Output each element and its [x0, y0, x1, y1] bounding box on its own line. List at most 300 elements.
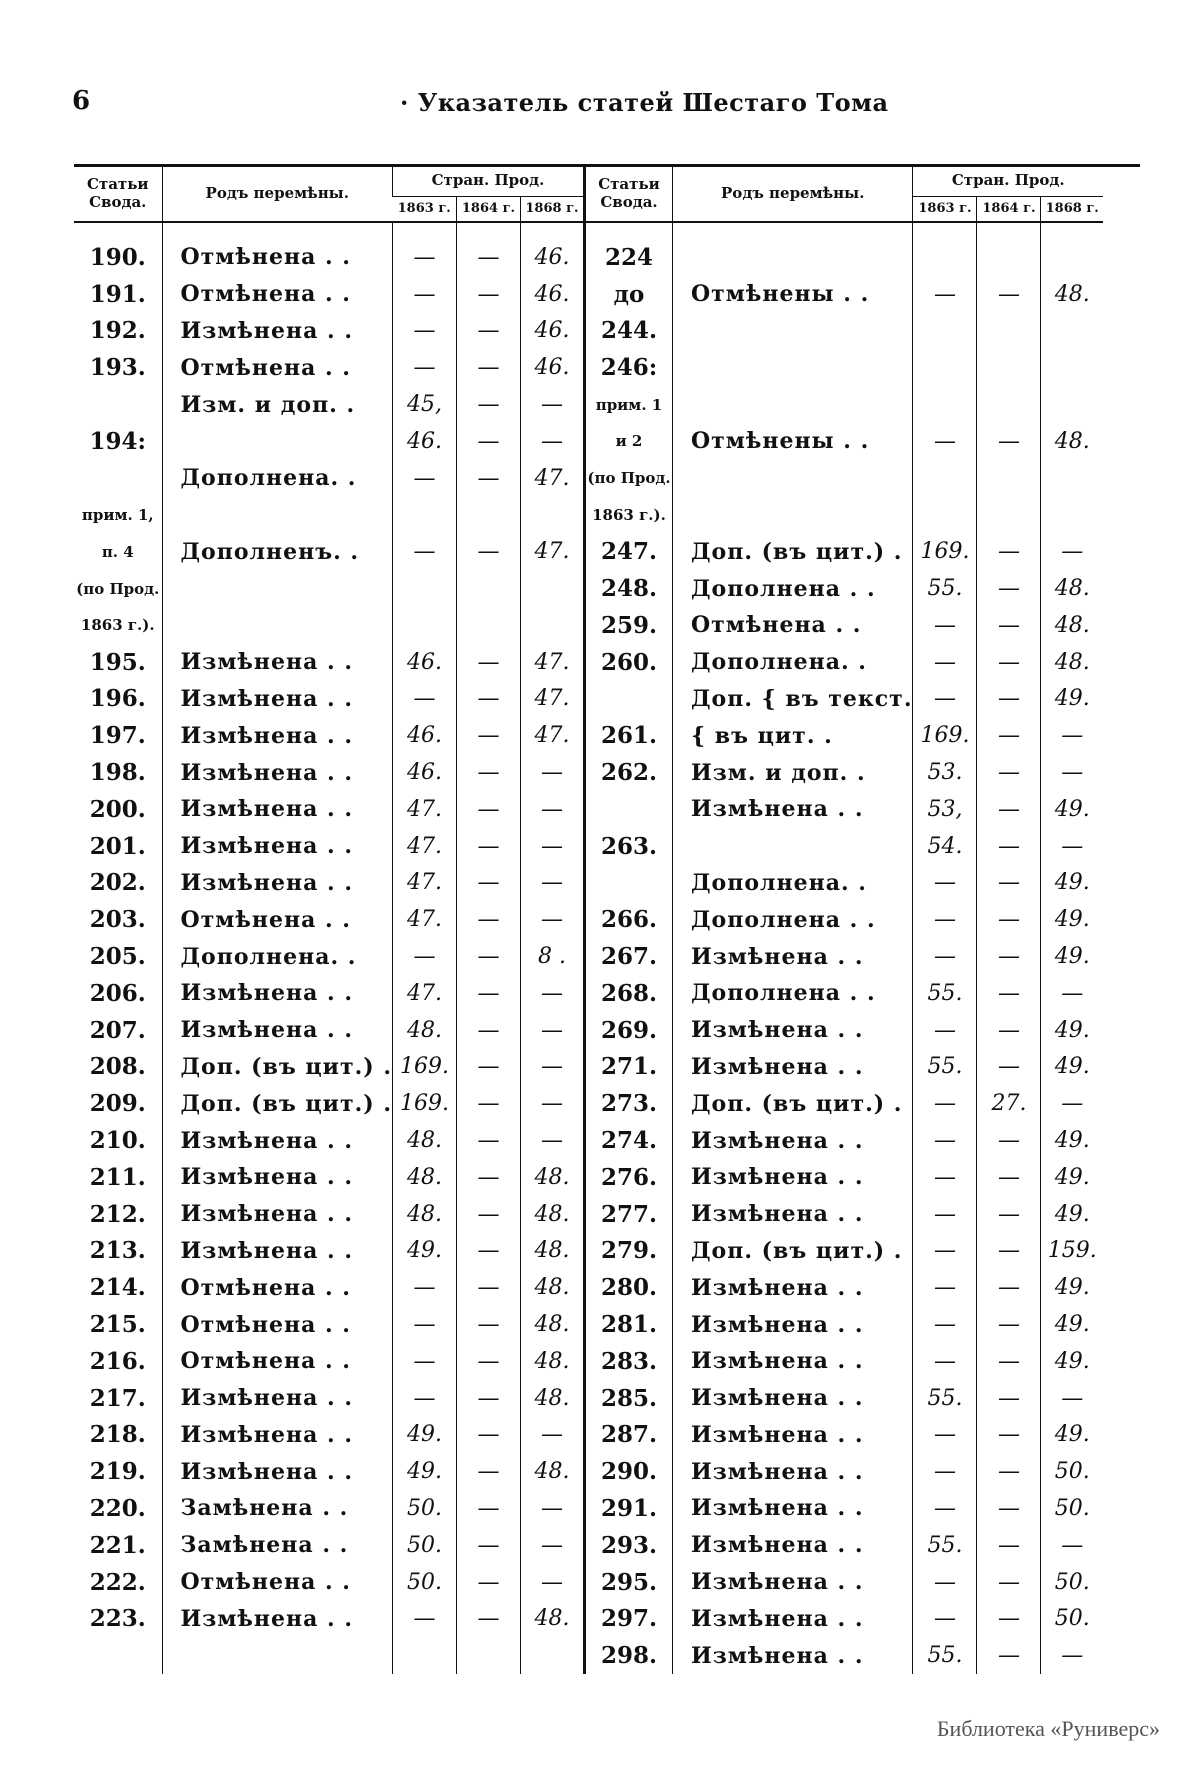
change-type: Дополнена . .	[672, 901, 913, 938]
page-ref: —	[392, 938, 456, 975]
change-type	[162, 423, 392, 460]
page-ref: 169.	[392, 1049, 456, 1086]
page-ref: —	[456, 791, 520, 828]
change-type: Измѣнена . .	[162, 1600, 392, 1637]
page-ref: 46.	[520, 239, 584, 276]
table-row	[74, 901, 1103, 938]
article-number: 260.	[584, 644, 672, 681]
page-ref: —	[913, 1159, 977, 1196]
change-type: Измѣнена . .	[162, 1012, 392, 1049]
page-ref	[1041, 349, 1103, 386]
change-type: Измѣнена . .	[672, 1417, 913, 1454]
page-ref	[913, 497, 977, 534]
page-ref: 48.	[1041, 276, 1103, 313]
header-year: 1863 г.	[913, 197, 977, 223]
page-ref: —	[456, 313, 520, 350]
page-ref	[1041, 460, 1103, 497]
table-body	[74, 222, 1103, 1674]
page-ref: —	[456, 1417, 520, 1454]
page-ref: —	[456, 423, 520, 460]
page-ref: —	[977, 1122, 1041, 1159]
page-ref	[456, 497, 520, 534]
change-type: Дополнена. .	[672, 865, 913, 902]
page-ref: —	[977, 1196, 1041, 1233]
page-ref: 48.	[1041, 570, 1103, 607]
article-number: 210.	[89, 1127, 146, 1155]
change-type	[672, 497, 913, 534]
page-ref: 53,	[913, 791, 977, 828]
page-ref: 55.	[913, 570, 977, 607]
page-ref: 47.	[520, 717, 584, 754]
page-ref: —	[977, 828, 1041, 865]
page-ref: 49.	[1041, 1122, 1103, 1159]
change-type: Измѣнена . .	[162, 791, 392, 828]
change-type: Дополнена. .	[162, 938, 392, 975]
page-ref: 27.	[977, 1085, 1041, 1122]
change-type: Измѣнена . .	[162, 1159, 392, 1196]
change-type: Отмѣнена . .	[162, 1269, 392, 1306]
page-ref: —	[392, 533, 456, 570]
page-ref: —	[913, 607, 977, 644]
change-type	[672, 828, 913, 865]
page-ref: 48.	[520, 1380, 584, 1417]
change-type: Дополнена. .	[162, 460, 392, 497]
table-row	[74, 1600, 1103, 1637]
page-ref: 49.	[1041, 1196, 1103, 1233]
change-type: Измѣнена . .	[672, 1527, 913, 1564]
page-ref: —	[456, 1527, 520, 1564]
page-ref: —	[977, 901, 1041, 938]
change-type: Измѣнена . .	[672, 1637, 913, 1674]
page-ref: 48.	[1041, 644, 1103, 681]
page-ref: —	[456, 1490, 520, 1527]
table-row	[74, 1306, 1103, 1343]
article-number: 190.	[89, 243, 146, 271]
table-row	[74, 644, 1103, 681]
change-type: Отмѣнена . .	[162, 1343, 392, 1380]
article-number: 192.	[89, 317, 146, 345]
page-ref: —	[392, 1306, 456, 1343]
article-number: 205.	[89, 943, 146, 971]
article-number: 248.	[584, 570, 672, 607]
article-number: 223.	[89, 1605, 146, 1633]
page-ref: 48.	[520, 1233, 584, 1270]
page-ref: —	[392, 460, 456, 497]
page-ref: —	[913, 1085, 977, 1122]
page-ref	[913, 239, 977, 276]
page-ref: 169.	[913, 717, 977, 754]
table-row	[74, 1527, 1103, 1564]
table-row	[74, 938, 1103, 975]
page-ref: —	[456, 1380, 520, 1417]
page-ref	[392, 607, 456, 644]
page-ref	[520, 570, 584, 607]
page-ref: 47.	[392, 791, 456, 828]
page-ref: —	[913, 938, 977, 975]
page-ref: 47.	[520, 681, 584, 718]
header-article: Статьи Свода.	[584, 166, 672, 222]
article-number: 247.	[584, 533, 672, 570]
table-row	[74, 1196, 1103, 1233]
page-ref	[913, 386, 977, 423]
change-type: Измѣнена . .	[672, 1453, 913, 1490]
page-ref: 46.	[392, 644, 456, 681]
change-type: Измѣнена . .	[162, 717, 392, 754]
page-ref: —	[913, 1233, 977, 1270]
page-ref: 46.	[520, 313, 584, 350]
article-number: 293.	[584, 1527, 672, 1564]
page-ref: —	[456, 1012, 520, 1049]
page-ref: —	[977, 1012, 1041, 1049]
page-ref: —	[520, 1490, 584, 1527]
change-type: Измѣнена . .	[672, 1012, 913, 1049]
page-ref	[392, 570, 456, 607]
page-ref: —	[977, 276, 1041, 313]
change-type: Измѣнена . .	[162, 828, 392, 865]
header-pages: Стран. Прод.	[913, 166, 1103, 197]
change-type: Замѣнена . .	[162, 1527, 392, 1564]
article-number: 203.	[89, 906, 146, 934]
page-ref: —	[977, 1453, 1041, 1490]
article-number: 283.	[584, 1343, 672, 1380]
page-ref: —	[913, 1490, 977, 1527]
page-ref: —	[520, 828, 584, 865]
page-ref: —	[392, 1343, 456, 1380]
change-type: Дополненъ. .	[162, 533, 392, 570]
page-ref: —	[913, 423, 977, 460]
change-type: Дополнена. .	[672, 644, 913, 681]
change-type: Измѣнена . .	[672, 938, 913, 975]
page-ref: —	[456, 1453, 520, 1490]
article-number	[584, 791, 672, 828]
page-ref: —	[913, 644, 977, 681]
change-type	[672, 460, 913, 497]
change-type: Отмѣнена . .	[162, 349, 392, 386]
page-ref: 47.	[520, 460, 584, 497]
page-ref	[1041, 239, 1103, 276]
article-number: 1863 г.).	[80, 616, 155, 635]
header-year: 1864 г.	[456, 197, 520, 223]
page-ref: —	[456, 533, 520, 570]
page-ref: 46.	[520, 349, 584, 386]
article-number: 273.	[584, 1085, 672, 1122]
page-ref: —	[520, 1417, 584, 1454]
page-ref: —	[977, 1159, 1041, 1196]
article-number: 211.	[89, 1163, 146, 1191]
article-number	[74, 460, 162, 497]
article-number: 197.	[89, 722, 146, 750]
page-ref	[913, 349, 977, 386]
page-ref: 169.	[913, 533, 977, 570]
page-ref: —	[456, 1564, 520, 1601]
page-ref: —	[913, 1269, 977, 1306]
article-number: 271.	[584, 1049, 672, 1086]
page-ref: 159.	[1041, 1233, 1103, 1270]
page-ref: 49.	[1041, 1269, 1103, 1306]
page-ref: —	[1041, 828, 1103, 865]
page-ref: —	[456, 460, 520, 497]
page-ref: —	[977, 865, 1041, 902]
page-ref: —	[1041, 717, 1103, 754]
page-ref: 48.	[520, 1306, 584, 1343]
page-ref: 47.	[392, 828, 456, 865]
page-ref: 49.	[1041, 681, 1103, 718]
table-row	[74, 607, 1103, 644]
page-ref	[1041, 313, 1103, 350]
article-number: 295.	[584, 1564, 672, 1601]
page-ref: —	[977, 570, 1041, 607]
change-type: Доп. (въ цит.) .	[672, 1085, 913, 1122]
change-type	[162, 1637, 392, 1674]
page-ref: —	[913, 1306, 977, 1343]
page-ref: 46.	[392, 423, 456, 460]
article-number: прим. 1,	[81, 505, 154, 524]
article-number	[74, 386, 162, 423]
change-type	[162, 570, 392, 607]
change-type: Измѣнена . .	[672, 1269, 913, 1306]
page-ref: —	[913, 1343, 977, 1380]
page-ref: —	[456, 938, 520, 975]
article-number: 213.	[89, 1237, 146, 1265]
table-row	[74, 1380, 1103, 1417]
article-number: 279.	[584, 1233, 672, 1270]
page-ref	[1041, 497, 1103, 534]
article-number: 208.	[89, 1053, 146, 1081]
page-ref: 55.	[913, 975, 977, 1012]
change-type: Доп. (въ цит.) .	[162, 1049, 392, 1086]
change-type: Измѣнена . .	[672, 1343, 913, 1380]
page-ref: —	[392, 276, 456, 313]
page-ref: —	[977, 717, 1041, 754]
change-type: Отмѣнена . .	[162, 276, 392, 313]
change-type: Измѣнена . .	[672, 1306, 913, 1343]
page-ref: 48.	[392, 1159, 456, 1196]
page-ref: 47.	[392, 901, 456, 938]
change-type	[162, 497, 392, 534]
change-type: Отмѣнена . .	[672, 607, 913, 644]
change-type: Дополнена . .	[672, 975, 913, 1012]
change-type: Измѣнена . .	[672, 1564, 913, 1601]
page-ref: —	[1041, 754, 1103, 791]
page-ref: —	[977, 1490, 1041, 1527]
page-ref: —	[520, 791, 584, 828]
change-type: Отмѣнена . .	[162, 239, 392, 276]
header-year: 1868 г.	[1041, 197, 1103, 223]
table-row	[74, 1417, 1103, 1454]
article-number: 277.	[584, 1196, 672, 1233]
page-ref: —	[1041, 1085, 1103, 1122]
page-ref: —	[913, 276, 977, 313]
page-ref: 49.	[392, 1233, 456, 1270]
page-ref: —	[977, 1343, 1041, 1380]
page-ref: 49.	[1041, 1012, 1103, 1049]
page-ref	[520, 1637, 584, 1674]
page-ref: 48.	[520, 1159, 584, 1196]
change-type: Дополнена . .	[672, 570, 913, 607]
page-ref: 46.	[520, 276, 584, 313]
page-ref: 48.	[392, 1196, 456, 1233]
change-type: Измѣнена . .	[162, 644, 392, 681]
page-ref	[913, 313, 977, 350]
table-row	[74, 828, 1103, 865]
page-ref: 47.	[392, 975, 456, 1012]
page-ref: 49.	[1041, 1343, 1103, 1380]
change-type: Доп. (въ цит.) .	[672, 533, 913, 570]
page-number: 6	[72, 86, 91, 116]
page-ref	[977, 313, 1041, 350]
article-number: 196.	[89, 685, 146, 713]
table-row	[74, 386, 1103, 423]
article-number: 287.	[584, 1417, 672, 1454]
page-ref: —	[456, 1196, 520, 1233]
change-type: Отмѣнена . .	[162, 901, 392, 938]
page-ref: 48.	[1041, 423, 1103, 460]
page-ref: —	[456, 717, 520, 754]
page-ref: —	[456, 1233, 520, 1270]
article-number: 261.	[584, 717, 672, 754]
page-ref: —	[977, 644, 1041, 681]
page-ref: —	[913, 1600, 977, 1637]
article-number: 221.	[89, 1531, 146, 1559]
page-ref: —	[456, 901, 520, 938]
page-ref: —	[977, 607, 1041, 644]
page-ref: 49.	[1041, 1159, 1103, 1196]
page-ref: 46.	[392, 754, 456, 791]
page-ref	[456, 570, 520, 607]
change-type	[672, 313, 913, 350]
article-number: 217.	[89, 1384, 146, 1412]
table-row	[74, 1269, 1103, 1306]
page-ref: 49.	[1041, 901, 1103, 938]
page-ref: 55.	[913, 1527, 977, 1564]
page-ref: 48.	[1041, 607, 1103, 644]
page-ref: —	[520, 901, 584, 938]
table-row	[74, 681, 1103, 718]
article-number	[74, 1637, 162, 1674]
article-number: 263.	[584, 828, 672, 865]
page-ref: 50.	[392, 1527, 456, 1564]
change-type: Измѣнена . .	[162, 1122, 392, 1159]
table-row	[74, 349, 1103, 386]
article-number: 285.	[584, 1380, 672, 1417]
change-type: Измѣнена . .	[162, 313, 392, 350]
page-ref: 49.	[1041, 938, 1103, 975]
page-ref: 50.	[1041, 1564, 1103, 1601]
change-type	[672, 239, 913, 276]
watermark: Библиотека «Руниверс»	[936, 1716, 1160, 1741]
page-ref: —	[456, 1122, 520, 1159]
change-type: Измѣнена . .	[162, 975, 392, 1012]
page-ref: —	[456, 1085, 520, 1122]
page-ref: —	[392, 313, 456, 350]
page-ref: —	[913, 1196, 977, 1233]
page-ref: 55.	[913, 1637, 977, 1674]
article-number: 1863 г.).	[584, 497, 672, 534]
page-ref: —	[520, 754, 584, 791]
table-row	[74, 460, 1103, 497]
change-type: Измѣнена . .	[672, 1380, 913, 1417]
article-number: 266.	[584, 901, 672, 938]
table-row	[74, 1343, 1103, 1380]
page-ref	[913, 460, 977, 497]
page-ref: —	[392, 681, 456, 718]
page-ref: 53.	[913, 754, 977, 791]
page-ref: —	[456, 1159, 520, 1196]
page-ref: 169.	[392, 1085, 456, 1122]
page-ref	[392, 497, 456, 534]
table-row	[74, 1564, 1103, 1601]
article-number: 195.	[89, 648, 146, 676]
page-ref	[456, 1637, 520, 1674]
page-ref: —	[456, 1269, 520, 1306]
table-row	[74, 754, 1103, 791]
page-ref: 50.	[1041, 1453, 1103, 1490]
article-number: 291.	[584, 1490, 672, 1527]
article-number: 281.	[584, 1306, 672, 1343]
page-ref: 48.	[392, 1012, 456, 1049]
header-change: Родъ перемѣны.	[672, 166, 913, 222]
page-ref: —	[456, 975, 520, 1012]
change-type: Измѣнена . .	[162, 1417, 392, 1454]
change-type: Измѣнена . .	[162, 1233, 392, 1270]
page-ref: —	[456, 1049, 520, 1086]
change-type: Измѣнена . .	[672, 1600, 913, 1637]
table-row	[74, 423, 1103, 460]
change-type: Измѣнена . .	[162, 1380, 392, 1417]
page-ref: 45,	[392, 386, 456, 423]
change-type: Доп. (въ цит.) .	[672, 1233, 913, 1270]
article-number: 280.	[584, 1269, 672, 1306]
table-row	[74, 1085, 1103, 1122]
page-ref	[1041, 386, 1103, 423]
page-ref: —	[456, 644, 520, 681]
header-year: 1863 г.	[392, 197, 456, 223]
table-row	[74, 313, 1103, 350]
change-type: Доп. (въ цит.) .	[162, 1085, 392, 1122]
page-ref: —	[977, 533, 1041, 570]
article-number: 298.	[584, 1637, 672, 1674]
page-ref: 55.	[913, 1380, 977, 1417]
index-table	[74, 166, 1103, 1674]
page-ref: —	[977, 1564, 1041, 1601]
page-ref: 49.	[1041, 1049, 1103, 1086]
article-number: 297.	[584, 1600, 672, 1637]
change-type: Изм. и доп. .	[162, 386, 392, 423]
page-ref: 8 .	[520, 938, 584, 975]
article-number: 268.	[584, 975, 672, 1012]
page-ref: 50.	[392, 1564, 456, 1601]
page-ref: 48.	[392, 1122, 456, 1159]
article-number: 224	[584, 239, 672, 276]
page-ref: —	[913, 865, 977, 902]
table-row	[74, 1159, 1103, 1196]
change-type: { въ цит. .	[672, 717, 913, 754]
article-number: 259.	[584, 607, 672, 644]
page-ref: —	[456, 828, 520, 865]
page-ref: 47.	[520, 644, 584, 681]
article-number: 200.	[89, 795, 146, 823]
article-number: 193.	[89, 354, 146, 382]
change-type: Изм. и доп. .	[672, 754, 913, 791]
table-row	[74, 791, 1103, 828]
page-ref	[977, 386, 1041, 423]
page-ref: 48.	[520, 1196, 584, 1233]
change-type	[162, 607, 392, 644]
article-number: 269.	[584, 1012, 672, 1049]
header-pages: Стран. Прод.	[392, 166, 584, 197]
article-number: 262.	[584, 754, 672, 791]
page-ref	[977, 497, 1041, 534]
